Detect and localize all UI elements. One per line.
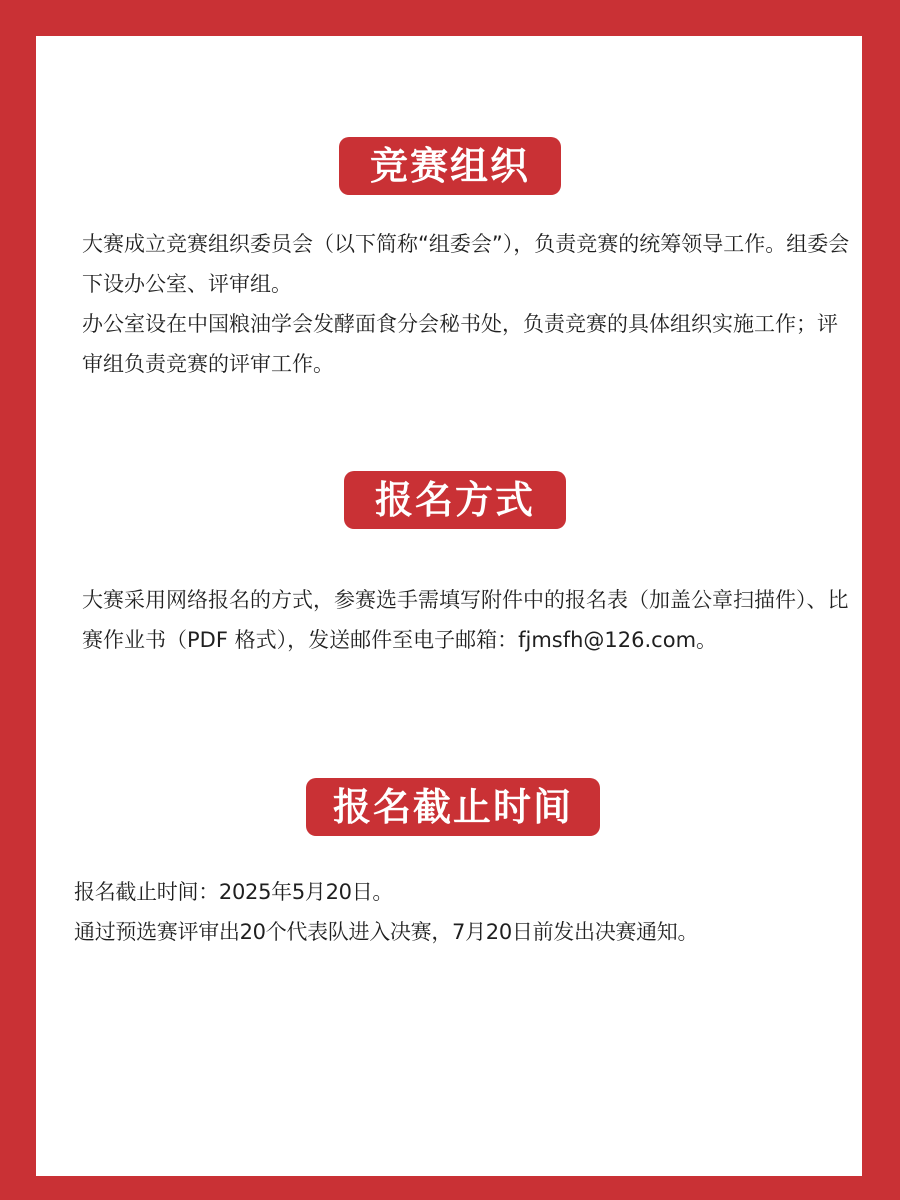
paragraph: 办公室设在中国粮油学会发酵面食分会秘书处，负责竞赛的具体组织实施工作；评审组负责竞赛的评审工作。 [82,312,838,376]
content-card [36,36,862,1176]
section-title-registration-deadline: 报名截止时间 [306,778,600,836]
paragraph: 报名截止时间：2025年5月20日。 [74,880,394,904]
section-body-registration-method [82,580,852,660]
paragraph: 大赛采用网络报名的方式，参赛选手需填写附件中的报名表（加盖公章扫描件）、比赛作业书（PDF 格式），发送邮件至电子邮箱：fjmsfh@126.com。 [82,588,849,652]
section-body-competition-organization [82,224,852,384]
paragraph: 通过预选赛评审出20个代表队进入决赛，7月20日前发出决赛通知。 [74,920,699,944]
paragraph: 大赛成立竞赛组织委员会（以下简称“组委会”），负责竞赛的统筹领导工作。组委会下设办公室、评审组。 [82,232,850,296]
section-title-competition-organization: 竞赛组织 [339,137,561,195]
section-body-registration-deadline [74,872,862,952]
section-title-registration-method: 报名方式 [344,471,566,529]
